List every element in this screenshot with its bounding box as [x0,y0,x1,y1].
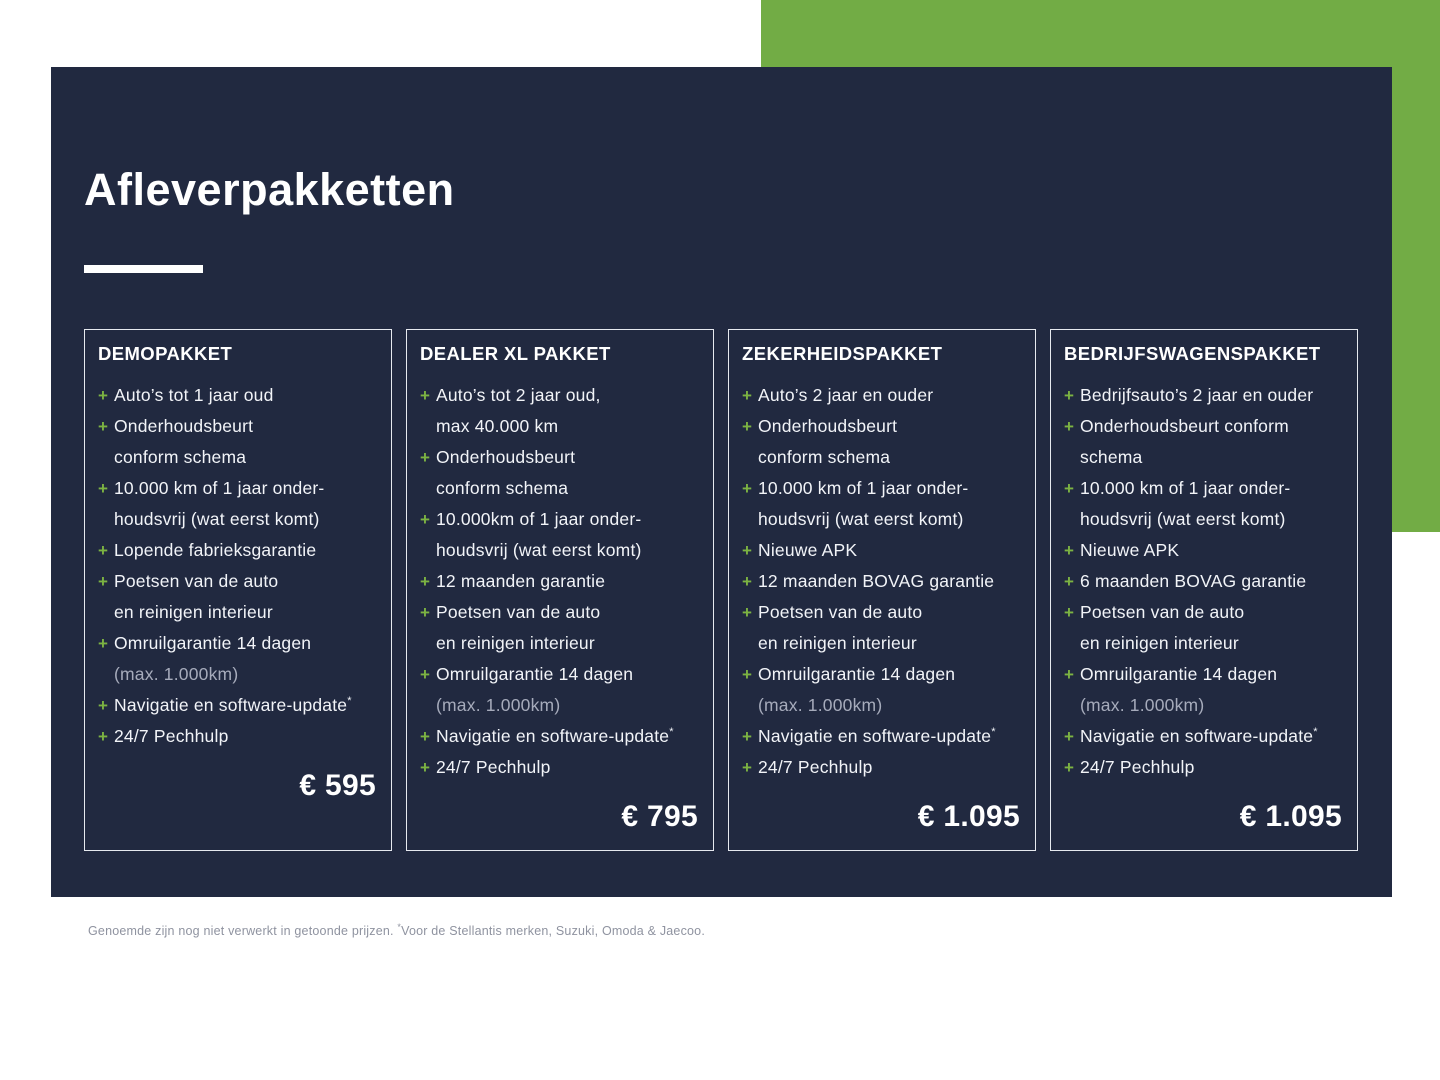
feature-list [1064,380,1343,783]
feature-text: Omruilgarantie 14 dagen [114,633,312,653]
package-card [1050,329,1358,851]
feature-item [1064,535,1343,566]
package-card [406,329,714,851]
asterisk-reference: * [991,726,996,739]
feature-text: Poetsen van de auto [758,602,923,622]
feature-item [1064,752,1343,783]
plus-icon: + [98,572,109,591]
feature-item-continuation [1064,690,1343,721]
feature-text: Onderhoudsbeurt [758,416,898,436]
plus-icon: + [1064,603,1075,622]
feature-item-continuation [742,504,1021,535]
feature-item [420,442,699,473]
feature-item [98,690,377,721]
feature-text: en reinigen interieur [436,633,595,653]
feature-text: conform schema [758,447,891,467]
feature-item [420,380,699,411]
feature-text: Auto’s tot 1 jaar oud [114,385,274,405]
plus-icon: + [420,603,431,622]
feature-text: en reinigen interieur [114,602,273,622]
plus-icon: + [98,386,109,405]
feature-item [742,566,1021,597]
feature-item [1064,411,1343,442]
feature-item [742,535,1021,566]
package-price: € 595 [299,769,376,802]
asterisk-reference: * [1313,726,1318,739]
feature-text: Poetsen van de auto [436,602,601,622]
package-card [84,329,392,851]
feature-item [98,535,377,566]
feature-text: 10.000km of 1 jaar onder- [436,509,642,529]
plus-icon: + [420,665,431,684]
plus-icon: + [742,386,753,405]
feature-text: 24/7 Pechhulp [758,757,873,777]
feature-text: 10.000 km of 1 jaar onder- [114,478,325,498]
feature-text: 10.000 km of 1 jaar onder- [758,478,969,498]
feature-text: 12 maanden garantie [436,571,606,591]
feature-item [1064,597,1343,628]
feature-text: (max. 1.000km) [114,664,239,684]
package-price: € 1.095 [1239,800,1342,833]
plus-icon: + [1064,572,1075,591]
package-price: € 795 [621,800,698,833]
feature-item [742,752,1021,783]
feature-text: (max. 1.000km) [758,695,883,715]
plus-icon: + [1064,386,1075,405]
feature-text: schema [1080,447,1143,467]
plus-icon: + [742,665,753,684]
feature-text: houdsvrij (wat eerst komt) [758,509,964,529]
feature-item [1064,659,1343,690]
feature-text: Omruilgarantie 14 dagen [758,664,956,684]
feature-item-continuation [98,659,377,690]
feature-item-continuation [420,473,699,504]
plus-icon: + [742,603,753,622]
plus-icon: + [98,634,109,653]
plus-icon: + [1064,727,1075,746]
feature-item [742,597,1021,628]
feature-text: Nieuwe APK [1080,540,1180,560]
plus-icon: + [742,572,753,591]
feature-text: Onderhoudsbeurt conform [1080,416,1289,436]
package-title: ZEKERHEIDSPAKKET [742,343,943,364]
feature-text: houdsvrij (wat eerst komt) [1080,509,1286,529]
feature-text: Navigatie en software-update* [1080,726,1318,746]
feature-item [742,473,1021,504]
feature-text: houdsvrij (wat eerst komt) [114,509,320,529]
feature-text: (max. 1.000km) [436,695,561,715]
feature-item [742,380,1021,411]
feature-text: Bedrijfsauto’s 2 jaar en ouder [1080,385,1314,405]
feature-list [98,380,377,752]
feature-text: Auto’s tot 2 jaar oud, [436,385,601,405]
feature-text: houdsvrij (wat eerst komt) [436,540,642,560]
feature-item [420,659,699,690]
feature-item [98,721,377,752]
feature-item [1064,566,1343,597]
feature-item [98,566,377,597]
feature-text: Nieuwe APK [758,540,858,560]
plus-icon: + [1064,417,1075,436]
feature-item-continuation [420,535,699,566]
feature-item-continuation [420,690,699,721]
plus-icon: + [742,417,753,436]
footnote-text-after: Voor de Stellantis merken, Suzuki, Omoda & Jaecoo. [401,924,705,938]
feature-text: Omruilgarantie 14 dagen [436,664,634,684]
package-title: DEMOPAKKET [98,343,233,364]
feature-item-continuation [98,597,377,628]
feature-item-continuation [1064,504,1343,535]
plus-icon: + [420,758,431,777]
feature-list [742,380,1021,783]
feature-item [742,411,1021,442]
feature-text: Omruilgarantie 14 dagen [1080,664,1278,684]
feature-item-continuation [98,442,377,473]
packages-panel [51,67,1392,897]
plus-icon: + [98,541,109,560]
feature-item [98,473,377,504]
plus-icon: + [742,479,753,498]
feature-text: Poetsen van de auto [114,571,279,591]
plus-icon: + [98,417,109,436]
feature-text: Auto’s 2 jaar en ouder [758,385,934,405]
feature-text: 24/7 Pechhulp [114,726,229,746]
plus-icon: + [1064,665,1075,684]
feature-item-continuation [1064,628,1343,659]
plus-icon: + [420,448,431,467]
package-title: BEDRIJFSWAGENSPAKKET [1064,343,1321,364]
plus-icon: + [420,727,431,746]
asterisk-reference: * [669,726,674,739]
package-title: DEALER XL PAKKET [420,343,611,364]
feature-text: Onderhoudsbeurt [114,416,254,436]
title-underline [84,265,203,273]
feature-item-continuation [742,628,1021,659]
feature-item-continuation [742,690,1021,721]
page-title: Afleverpakketten [84,164,455,215]
plus-icon: + [742,541,753,560]
feature-text: en reinigen interieur [758,633,917,653]
plus-icon: + [98,479,109,498]
footnote-text-before: Genoemde zijn nog niet verwerkt in getoonde prijzen. [88,924,398,938]
plus-icon: + [742,727,753,746]
plus-icon: + [98,727,109,746]
plus-icon: + [420,510,431,529]
feature-item [742,721,1021,752]
feature-item-continuation [420,628,699,659]
feature-text: 12 maanden BOVAG garantie [758,571,995,591]
feature-item-continuation [98,504,377,535]
feature-item-continuation [420,411,699,442]
feature-text: Onderhoudsbeurt [436,447,576,467]
feature-item [98,411,377,442]
footnote [88,921,705,938]
feature-item [98,628,377,659]
feature-item [1064,473,1343,504]
plus-icon: + [420,572,431,591]
feature-text: Navigatie en software-update* [436,726,674,746]
plus-icon: + [1064,758,1075,777]
feature-item [420,504,699,535]
plus-icon: + [1064,541,1075,560]
feature-text: Lopende fabrieksgarantie [114,540,317,560]
plus-icon: + [98,696,109,715]
plus-icon: + [742,758,753,777]
plus-icon: + [1064,479,1075,498]
feature-item [1064,721,1343,752]
asterisk-reference: * [347,695,352,708]
package-cards-row [84,329,1358,851]
feature-item [98,380,377,411]
feature-item-continuation [1064,442,1343,473]
feature-item [420,597,699,628]
feature-text: 24/7 Pechhulp [436,757,551,777]
feature-text: conform schema [114,447,247,467]
package-card [728,329,1036,851]
feature-text: en reinigen interieur [1080,633,1239,653]
feature-text: max 40.000 km [436,416,559,436]
feature-text: Navigatie en software-update* [114,695,352,715]
plus-icon: + [420,386,431,405]
asterisk-reference: * [397,921,402,932]
feature-text: 24/7 Pechhulp [1080,757,1195,777]
feature-text: Navigatie en software-update* [758,726,996,746]
feature-item [420,566,699,597]
feature-item [420,752,699,783]
feature-text: (max. 1.000km) [1080,695,1205,715]
feature-item [1064,380,1343,411]
feature-item [742,659,1021,690]
feature-item-continuation [742,442,1021,473]
feature-text: 6 maanden BOVAG garantie [1080,571,1307,591]
feature-text: Poetsen van de auto [1080,602,1245,622]
feature-item [420,721,699,752]
feature-list [420,380,699,783]
feature-text: conform schema [436,478,569,498]
package-price: € 1.095 [917,800,1020,833]
feature-text: 10.000 km of 1 jaar onder- [1080,478,1291,498]
